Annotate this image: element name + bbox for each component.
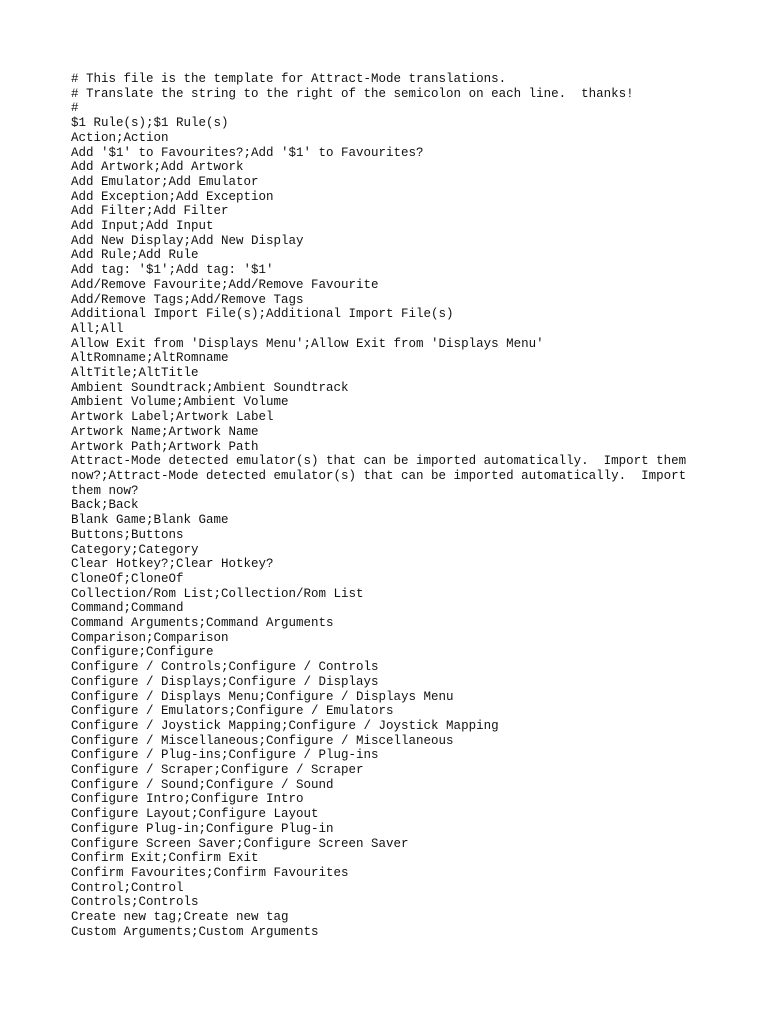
text-line: Configure / Controls;Configure / Controls (71, 660, 379, 675)
text-line: Collection/Rom List;Collection/Rom List (71, 586, 364, 601)
text-line: Add Input;Add Input (71, 219, 214, 234)
text-line: AltRomname;AltRomname (71, 351, 229, 366)
text-line: Artwork Label;Artwork Label (71, 410, 274, 425)
text-line: Attract-Mode detected emulator(s) that can be imported automatically. Import them now?;Attract-Mode detected emulator(s) that can be imported automatically. Import them now? (71, 454, 694, 498)
text-line: Configure / Displays Menu;Configure / Displays Menu (71, 689, 454, 704)
text-line: Configure;Configure (71, 645, 214, 660)
document-page (71, 72, 696, 939)
text-line: Command;Command (71, 601, 184, 616)
text-line: Configure / Emulators;Configure / Emulators (71, 704, 394, 719)
text-line: AltTitle;AltTitle (71, 366, 199, 381)
text-line: Confirm Favourites;Confirm Favourites (71, 865, 349, 880)
text-line: Controls;Controls (71, 895, 199, 910)
text-line: Add New Display;Add New Display (71, 233, 304, 248)
text-line: Custom Arguments;Custom Arguments (71, 924, 319, 939)
text-line: Configure / Displays;Configure / Displays (71, 674, 379, 689)
text-line: Add Filter;Add Filter (71, 204, 229, 219)
text-line: Add tag: '$1';Add tag: '$1' (71, 263, 274, 278)
text-line: Category;Category (71, 542, 199, 557)
text-line: Configure / Miscellaneous;Configure / Miscellaneous (71, 733, 454, 748)
text-line: Add '$1' to Favourites?;Add '$1' to Favourites? (71, 145, 424, 160)
text-line: # (71, 101, 79, 116)
text-line: CloneOf;CloneOf (71, 571, 184, 586)
text-line: Configure / Plug-ins;Configure / Plug-ins (71, 748, 379, 763)
text-line: Create new tag;Create new tag (71, 910, 289, 925)
text-line: Add Artwork;Add Artwork (71, 160, 244, 175)
text-line: # This file is the template for Attract-Mode translations. (71, 72, 507, 86)
text-line: Ambient Volume;Ambient Volume (71, 395, 289, 410)
text-line: Add Rule;Add Rule (71, 248, 199, 263)
text-line: Control;Control (71, 880, 184, 895)
text-line: Buttons;Buttons (71, 527, 184, 542)
text-line: Confirm Exit;Confirm Exit (71, 851, 259, 866)
text-line: Configure Screen Saver;Configure Screen Saver (71, 836, 409, 851)
text-line: Add/Remove Favourite;Add/Remove Favourite (71, 277, 379, 292)
text-line: Command Arguments;Command Arguments (71, 616, 334, 631)
text-line: Add Exception;Add Exception (71, 189, 274, 204)
text-line: Blank Game;Blank Game (71, 513, 229, 528)
text-line: Action;Action (71, 130, 169, 145)
text-line: Configure Plug-in;Configure Plug-in (71, 821, 334, 836)
text-line: Artwork Path;Artwork Path (71, 439, 259, 454)
text-line: Add/Remove Tags;Add/Remove Tags (71, 292, 304, 307)
text-line: # Translate the string to the right of the semicolon on each line. thanks! (71, 86, 634, 101)
text-line: All;All (71, 321, 124, 336)
text-line: Allow Exit from 'Displays Menu';Allow Exit from 'Displays Menu' (71, 336, 544, 351)
text-line: $1 Rule(s);$1 Rule(s) (71, 116, 229, 131)
text-line: Ambient Soundtrack;Ambient Soundtrack (71, 380, 349, 395)
text-line: Configure Layout;Configure Layout (71, 807, 319, 822)
text-line: Configure / Scraper;Configure / Scraper (71, 763, 364, 778)
text-line: Add Emulator;Add Emulator (71, 174, 259, 189)
text-line: Comparison;Comparison (71, 630, 229, 645)
text-line: Configure Intro;Configure Intro (71, 792, 304, 807)
text-line: Additional Import File(s);Additional Import File(s) (71, 307, 454, 322)
text-line: Artwork Name;Artwork Name (71, 424, 259, 439)
text-line: Clear Hotkey?;Clear Hotkey? (71, 557, 274, 572)
text-line: Back;Back (71, 498, 139, 513)
text-line: Configure / Sound;Configure / Sound (71, 777, 334, 792)
text-line: Configure / Joystick Mapping;Configure / Joystick Mapping (71, 718, 499, 733)
